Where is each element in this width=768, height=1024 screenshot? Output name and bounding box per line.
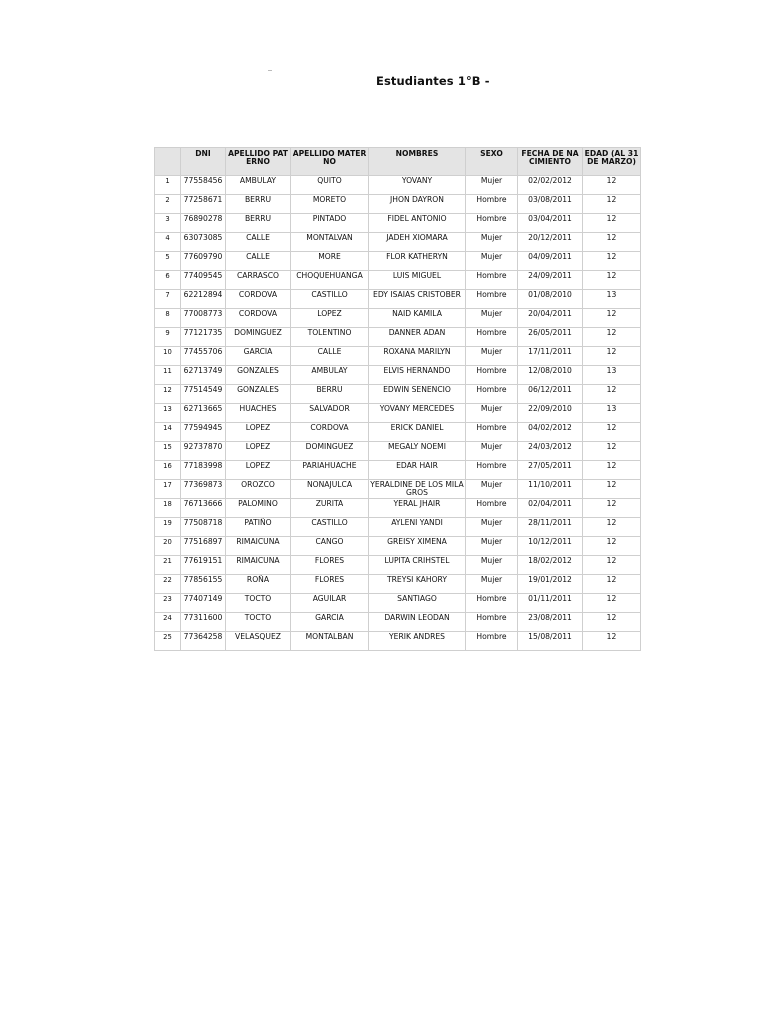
nombres-cell: DANNER ADAN [369,328,466,347]
apellido-materno-cell: NONAJULCA [291,480,369,499]
nombres-cell: NAID KAMILA [369,309,466,328]
apellido-paterno-cell: LOPEZ [226,423,291,442]
dni-cell: 77311600 [181,613,226,632]
dni-cell: 77455706 [181,347,226,366]
row-index: 12 [155,385,181,404]
sexo-cell: Mujer [466,442,518,461]
edad-cell: 12 [583,556,641,575]
fecha-nacimiento-cell: 04/02/2012 [518,423,583,442]
nombres-cell: YOVANY [369,176,466,195]
header-dni: DNI [181,148,226,176]
table-row [155,271,641,290]
sexo-cell: Hombre [466,423,518,442]
apellido-materno-cell: PARIAHUACHE [291,461,369,480]
edad-cell: 12 [583,442,641,461]
apellido-materno-cell: SALVADOR [291,404,369,423]
apellido-materno-cell: CASTILLO [291,290,369,309]
apellido-paterno-cell: CORDOVA [226,290,291,309]
edad-cell: 12 [583,423,641,442]
fecha-nacimiento-cell: 26/05/2011 [518,328,583,347]
fecha-nacimiento-cell: 15/08/2011 [518,632,583,651]
sexo-cell: Hombre [466,271,518,290]
apellido-paterno-cell: GONZALES [226,385,291,404]
fecha-nacimiento-cell: 11/10/2011 [518,480,583,499]
apellido-paterno-cell: GARCIA [226,347,291,366]
apellido-paterno-cell: OROZCO [226,480,291,499]
table-row [155,290,641,309]
dni-cell: 77183998 [181,461,226,480]
row-index: 20 [155,537,181,556]
nombres-cell: LUIS MIGUEL [369,271,466,290]
sexo-cell: Mujer [466,404,518,423]
row-index: 21 [155,556,181,575]
dni-cell: 77516897 [181,537,226,556]
edad-cell: 12 [583,195,641,214]
nombres-cell: FIDEL ANTONIO [369,214,466,233]
nombres-cell: YERAL JHAIR [369,499,466,518]
row-index: 14 [155,423,181,442]
apellido-materno-cell: FLORES [291,575,369,594]
row-index: 7 [155,290,181,309]
table-row [155,556,641,575]
dni-cell: 62713665 [181,404,226,423]
fecha-nacimiento-cell: 10/12/2011 [518,537,583,556]
header-index [155,148,181,176]
edad-cell: 12 [583,385,641,404]
table-row [155,480,641,499]
apellido-paterno-cell: HUACHES [226,404,291,423]
sexo-cell: Hombre [466,385,518,404]
table-row [155,575,641,594]
fecha-nacimiento-cell: 02/04/2011 [518,499,583,518]
dni-cell: 76713666 [181,499,226,518]
sexo-cell: Mujer [466,575,518,594]
table-row [155,537,641,556]
apellido-paterno-cell: VELASQUEZ [226,632,291,651]
dni-cell: 77008773 [181,309,226,328]
edad-cell: 12 [583,632,641,651]
edad-cell: 12 [583,309,641,328]
edad-cell: 12 [583,176,641,195]
dni-cell: 77121735 [181,328,226,347]
fecha-nacimiento-cell: 28/11/2011 [518,518,583,537]
dni-cell: 77508718 [181,518,226,537]
edad-cell: 13 [583,366,641,385]
table-header-row [155,148,641,176]
nombres-cell: AYLENI YANDI [369,518,466,537]
apellido-paterno-cell: RIMAICUNA [226,537,291,556]
apellido-materno-cell: MORE [291,252,369,271]
fecha-nacimiento-cell: 03/08/2011 [518,195,583,214]
apellido-materno-cell: MONTALBAN [291,632,369,651]
table-row [155,632,641,651]
apellido-materno-cell: CALLE [291,347,369,366]
apellido-materno-cell: CASTILLO [291,518,369,537]
fecha-nacimiento-cell: 23/08/2011 [518,613,583,632]
table-row [155,328,641,347]
edad-cell: 12 [583,480,641,499]
row-index: 6 [155,271,181,290]
edad-cell: 12 [583,537,641,556]
fecha-nacimiento-cell: 24/09/2011 [518,271,583,290]
fecha-nacimiento-cell: 20/12/2011 [518,233,583,252]
apellido-paterno-cell: LOPEZ [226,442,291,461]
nombres-cell: GREISY XIMENA [369,537,466,556]
apellido-paterno-cell: GONZALES [226,366,291,385]
table-row [155,423,641,442]
fecha-nacimiento-cell: 24/03/2012 [518,442,583,461]
edad-cell: 13 [583,404,641,423]
row-index: 2 [155,195,181,214]
row-index: 15 [155,442,181,461]
apellido-materno-cell: QUITO [291,176,369,195]
dni-cell: 77856155 [181,575,226,594]
dni-cell: 77619151 [181,556,226,575]
apellido-materno-cell: LOPEZ [291,309,369,328]
row-index: 10 [155,347,181,366]
apellido-paterno-cell: BERRU [226,195,291,214]
row-index: 19 [155,518,181,537]
edad-cell: 12 [583,594,641,613]
sexo-cell: Mujer [466,518,518,537]
apellido-materno-cell: BERRU [291,385,369,404]
apellido-paterno-cell: ROÑA [226,575,291,594]
header-apellido-materno: APELLIDO MATERNO [291,148,369,176]
dni-cell: 77558456 [181,176,226,195]
nombres-cell: ERICK DANIEL [369,423,466,442]
fecha-nacimiento-cell: 22/09/2010 [518,404,583,423]
table-row [155,404,641,423]
apellido-materno-cell: PINTADO [291,214,369,233]
sexo-cell: Mujer [466,480,518,499]
sexo-cell: Mujer [466,537,518,556]
sexo-cell: Hombre [466,461,518,480]
dni-cell: 77514549 [181,385,226,404]
row-index: 4 [155,233,181,252]
sexo-cell: Mujer [466,347,518,366]
row-index: 17 [155,480,181,499]
edad-cell: 12 [583,613,641,632]
sexo-cell: Hombre [466,499,518,518]
fecha-nacimiento-cell: 02/02/2012 [518,176,583,195]
table-row [155,347,641,366]
nombres-cell: TREYSI KAHORY [369,575,466,594]
sexo-cell: Hombre [466,613,518,632]
sexo-cell: Hombre [466,632,518,651]
apellido-materno-cell: CHOQUEHUANGA [291,271,369,290]
dni-cell: 76890278 [181,214,226,233]
table-row [155,309,641,328]
row-index: 18 [155,499,181,518]
edad-cell: 12 [583,518,641,537]
row-index: 23 [155,594,181,613]
edad-cell: 12 [583,499,641,518]
fecha-nacimiento-cell: 06/12/2011 [518,385,583,404]
row-index: 24 [155,613,181,632]
nombres-cell: EDWIN SENENCIO [369,385,466,404]
dni-cell: 77364258 [181,632,226,651]
apellido-paterno-cell: AMBULAY [226,176,291,195]
apellido-materno-cell: AGUILAR [291,594,369,613]
sexo-cell: Mujer [466,176,518,195]
apellido-materno-cell: MONTALVAN [291,233,369,252]
sexo-cell: Hombre [466,195,518,214]
nombres-cell: YERIK ANDRES [369,632,466,651]
fecha-nacimiento-cell: 01/11/2011 [518,594,583,613]
fecha-nacimiento-cell: 17/11/2011 [518,347,583,366]
dni-cell: 77609790 [181,252,226,271]
nombres-cell: ROXANA MARILYN [369,347,466,366]
apellido-paterno-cell: CARRASCO [226,271,291,290]
stray-mark [268,70,272,71]
header-apellido-paterno: APELLIDO PATERNO [226,148,291,176]
header-nombres: NOMBRES [369,148,466,176]
apellido-paterno-cell: CALLE [226,252,291,271]
dni-cell: 77407149 [181,594,226,613]
dni-cell: 77409545 [181,271,226,290]
row-index: 8 [155,309,181,328]
students-table [154,147,641,651]
edad-cell: 12 [583,461,641,480]
table-row [155,252,641,271]
fecha-nacimiento-cell: 19/01/2012 [518,575,583,594]
sexo-cell: Hombre [466,366,518,385]
dni-cell: 77594945 [181,423,226,442]
table-body [155,176,641,651]
header-fecha-nacimiento: FECHA DE NACIMIENTO [518,148,583,176]
apellido-paterno-cell: BERRU [226,214,291,233]
fecha-nacimiento-cell: 27/05/2011 [518,461,583,480]
edad-cell: 12 [583,233,641,252]
apellido-paterno-cell: TOCTO [226,613,291,632]
dni-cell: 62212894 [181,290,226,309]
apellido-materno-cell: GARCIA [291,613,369,632]
dni-cell: 77258671 [181,195,226,214]
row-index: 9 [155,328,181,347]
sexo-cell: Hombre [466,328,518,347]
sexo-cell: Hombre [466,594,518,613]
apellido-materno-cell: TOLENTINO [291,328,369,347]
table-row [155,195,641,214]
fecha-nacimiento-cell: 01/08/2010 [518,290,583,309]
nombres-cell: YOVANY MERCEDES [369,404,466,423]
table-row [155,385,641,404]
nombres-cell: YERALDINE DE LOS MILAGROS [370,480,464,497]
row-index: 13 [155,404,181,423]
row-index: 22 [155,575,181,594]
apellido-paterno-cell: CALLE [226,233,291,252]
table-row [155,594,641,613]
nombres-cell: LUPITA CRIHSTEL [369,556,466,575]
row-index: 1 [155,176,181,195]
row-index: 16 [155,461,181,480]
apellido-materno-cell: FLORES [291,556,369,575]
dni-cell: 63073085 [181,233,226,252]
fecha-nacimiento-cell: 20/04/2011 [518,309,583,328]
edad-cell: 12 [583,347,641,366]
nombres-cell: JADEH XIOMARA [369,233,466,252]
row-index: 5 [155,252,181,271]
table-row [155,366,641,385]
nombres-cell: FLOR KATHERYN [369,252,466,271]
sexo-cell: Mujer [466,233,518,252]
fecha-nacimiento-cell: 04/09/2011 [518,252,583,271]
table-row [155,442,641,461]
apellido-paterno-cell: CORDOVA [226,309,291,328]
sexo-cell: Mujer [466,556,518,575]
nombres-cell: EDAR HAIR [369,461,466,480]
apellido-materno-cell: CANGO [291,537,369,556]
sexo-cell: Mujer [466,252,518,271]
sexo-cell: Hombre [466,214,518,233]
dni-cell: 62713749 [181,366,226,385]
apellido-paterno-cell: LOPEZ [226,461,291,480]
header-edad: EDAD (AL 31 DE MARZO) [583,148,641,176]
apellido-paterno-cell: TOCTO [226,594,291,613]
nombres-cell: ELVIS HERNANDO [369,366,466,385]
dni-cell: 92737870 [181,442,226,461]
nombres-cell: JHON DAYRON [369,195,466,214]
apellido-materno-cell: ZURITA [291,499,369,518]
row-index: 11 [155,366,181,385]
edad-cell: 12 [583,214,641,233]
apellido-paterno-cell: RIMAICUNA [226,556,291,575]
table-row [155,214,641,233]
table-row [155,233,641,252]
fecha-nacimiento-cell: 12/08/2010 [518,366,583,385]
edad-cell: 12 [583,575,641,594]
table-row [155,499,641,518]
apellido-paterno-cell: DOMINGUEZ [226,328,291,347]
fecha-nacimiento-cell: 18/02/2012 [518,556,583,575]
page-title: Estudiantes 1°B - [376,74,490,88]
apellido-materno-cell: DOMINGUEZ [291,442,369,461]
table-row [155,176,641,195]
row-index: 3 [155,214,181,233]
edad-cell: 12 [583,271,641,290]
table-row [155,518,641,537]
table-row [155,613,641,632]
edad-cell: 12 [583,252,641,271]
edad-cell: 12 [583,328,641,347]
apellido-materno-cell: CORDOVA [291,423,369,442]
header-sexo: SEXO [466,148,518,176]
apellido-materno-cell: MORETO [291,195,369,214]
dni-cell: 77369873 [181,480,226,499]
nombres-cell: MEGALY NOEMI [369,442,466,461]
fecha-nacimiento-cell: 03/04/2011 [518,214,583,233]
nombres-cell: EDY ISAIAS CRISTOBER [369,290,466,309]
apellido-paterno-cell: PATIÑO [226,518,291,537]
sexo-cell: Mujer [466,309,518,328]
table-row [155,461,641,480]
edad-cell: 13 [583,290,641,309]
apellido-paterno-cell: PALOMINO [226,499,291,518]
nombres-cell: SANTIAGO [369,594,466,613]
sexo-cell: Hombre [466,290,518,309]
row-index: 25 [155,632,181,651]
apellido-materno-cell: AMBULAY [291,366,369,385]
nombres-cell: DARWIN LEODAN [369,613,466,632]
